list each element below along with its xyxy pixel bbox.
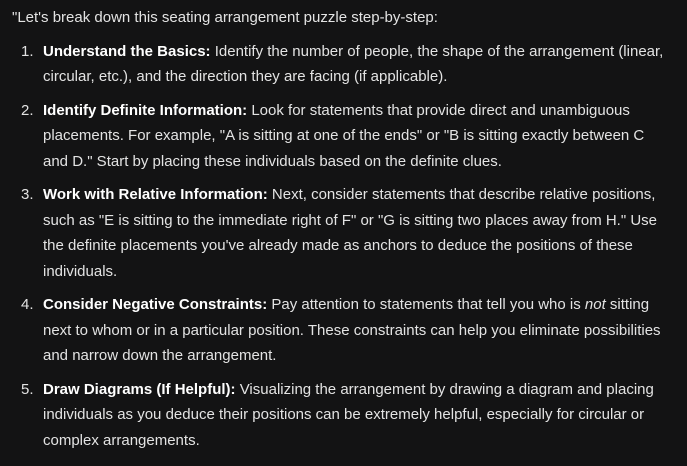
list-number: 4. [21, 296, 34, 313]
list-item [12, 182, 673, 284]
list-number: 2. [21, 101, 34, 119]
list-item [12, 377, 673, 454]
step-title: Work with Relative Information: [43, 186, 268, 203]
step-text: Identify the number of people, the shape of the arrangement (linear, circular, etc.), and the direction they are facing (if applicable). [43, 42, 664, 85]
step-text-before: Pay attention to statements that tell you who is [267, 296, 585, 313]
step-title: Consider Negative Constraints: [43, 296, 268, 313]
list-number: 1. [21, 42, 34, 60]
step-title: Understand the Basics: [43, 42, 211, 60]
list-item [12, 98, 673, 175]
step-title: Identify Definite Information: [43, 101, 248, 119]
list-number: 5. [21, 380, 34, 398]
intro-text: "Let's break down this seating arrangement puzzle step-by-step: [12, 9, 438, 26]
step-title: Draw Diagrams (If Helpful): [43, 380, 236, 398]
step-text: Next, consider statements that describe relative positions, such as "E is sitting to the immediate right of F" or "G is sitting two places away from H." Use the definite placements you've already made as anchors to deduce the positions of these individuals. [43, 186, 658, 280]
step-text-after: sitting next to whom or in a particular position. These constraints can help you eliminate possibilities and narrow down the arrangement. [43, 296, 661, 364]
list-item [12, 292, 673, 369]
list-number: 3. [21, 186, 34, 203]
step-emphasis: not [584, 296, 606, 313]
list-item [12, 39, 673, 90]
steps-list [12, 39, 673, 454]
step-text: Visualizing the arrangement by drawing a diagram and placing individuals as you deduce their positions can be extremely helpful, especially for circular or complex arrangements. [43, 380, 654, 449]
step-text: Look for statements that provide direct and unambiguous placements. For example, "A is sitting at one of the ends" or "B is sitting exactly between C and D." Start by placing these individuals based on the definite clues. [43, 101, 645, 170]
